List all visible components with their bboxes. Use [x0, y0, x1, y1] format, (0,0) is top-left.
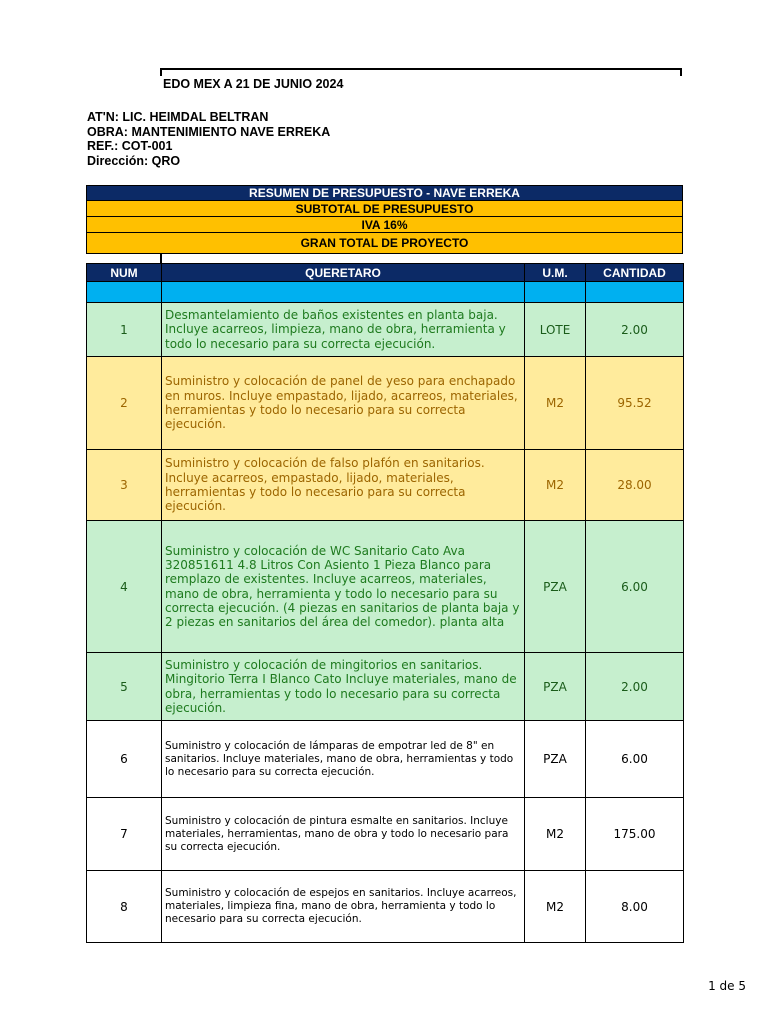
- row-um: PZA: [525, 653, 586, 721]
- table-row: [87, 303, 684, 357]
- row-qty: 8.00: [586, 871, 684, 943]
- row-qty: 6.00: [586, 521, 684, 653]
- row-desc: Suministro y colocación de mingitorios en sanitarios. Mingitorio Terra I Blanco Cato Incluye materiales, mano de obra, herramientas y todo lo necesario para su correcta ejecución.: [162, 653, 525, 721]
- row-num: 3: [87, 450, 162, 521]
- band-cell: [162, 282, 525, 303]
- header-um: U.M.: [525, 264, 586, 282]
- table-row: [87, 871, 684, 943]
- band-cell: [87, 282, 162, 303]
- obra-line: OBRA: MANTENIMIENTO NAVE ERREKA: [87, 124, 331, 139]
- header-num: NUM: [87, 264, 162, 282]
- table-header-row: [87, 264, 684, 282]
- header-qty: CANTIDAD: [586, 264, 684, 282]
- row-qty: 6.00: [586, 721, 684, 798]
- row-num: 8: [87, 871, 162, 943]
- row-um: M2: [525, 357, 586, 450]
- date-line: EDO MEX A 21 DE JUNIO 2024: [163, 77, 344, 91]
- row-desc: Desmantelamiento de baños existentes en planta baja. Incluye acarreos, limpieza, mano de obra, herramienta y todo lo necesario para su correcta ejecución.: [162, 303, 525, 357]
- row-desc: Suministro y colocación de panel de yeso para enchapado en muros. Incluye empastado, lijado, acarreos, materiales, herramientas y todo lo necesario para su correcta ejecución.: [162, 357, 525, 450]
- summary-subtotal: SUBTOTAL DE PRESUPUESTO: [87, 201, 683, 217]
- table-row: [87, 521, 684, 653]
- row-um: PZA: [525, 521, 586, 653]
- row-qty: 28.00: [586, 450, 684, 521]
- row-num: 2: [87, 357, 162, 450]
- row-um: M2: [525, 798, 586, 871]
- row-desc: Suministro y colocación de falso plafón en sanitarios. Incluye acarreos, empastado, lijado, materiales, herramientas y todo lo necesario para su correcta ejecución.: [162, 450, 525, 521]
- row-qty: 2.00: [586, 303, 684, 357]
- row-num: 1: [87, 303, 162, 357]
- row-qty: 95.52: [586, 357, 684, 450]
- row-qty: 2.00: [586, 653, 684, 721]
- row-num: 5: [87, 653, 162, 721]
- row-num: 4: [87, 521, 162, 653]
- header-desc: QUERETARO: [162, 264, 525, 282]
- direccion-line: Dirección: QRO: [87, 153, 181, 168]
- top-border: [160, 68, 682, 76]
- band-cell: [586, 282, 684, 303]
- table-row: [87, 450, 684, 521]
- table-row: [87, 653, 684, 721]
- summary-iva: IVA 16%: [87, 217, 683, 233]
- summary-gran-total: GRAN TOTAL DE PROYECTO: [87, 233, 683, 254]
- summary-title: RESUMEN DE PRESUPUESTO - NAVE ERREKA: [87, 186, 683, 201]
- row-um: M2: [525, 871, 586, 943]
- band-cell: [525, 282, 586, 303]
- row-desc: Suministro y colocación de WC Sanitario Cato Ava 320851611 4.8 Litros Con Asiento 1 Pieza Blanco para remplazo de existentes. Incluye acarreos, materiales, mano de obra, herramienta y todo lo necesario para su correcta ejecución. (4 piezas en sanitarios de planta baja y 2 piezas en sanitarios del área del comedor). planta alta: [162, 521, 525, 653]
- header-block: [87, 110, 330, 168]
- row-qty: 175.00: [586, 798, 684, 871]
- ref-line: REF.: COT-001: [87, 139, 173, 153]
- items-table: [86, 263, 684, 943]
- summary-table: [86, 185, 683, 254]
- row-num: 6: [87, 721, 162, 798]
- table-row: [87, 798, 684, 871]
- page-number: 1 de 5: [708, 979, 746, 993]
- row-um: LOTE: [525, 303, 586, 357]
- row-num: 7: [87, 798, 162, 871]
- section-band-row: [87, 282, 684, 303]
- row-um: M2: [525, 450, 586, 521]
- row-desc: Suministro y colocación de espejos en sanitarios. Incluye acarreos, materiales, limpieza fina, mano de obra, herramienta y todo lo necesario para su correcta ejecución.: [162, 871, 525, 943]
- row-desc: Suministro y colocación de pintura esmalte en sanitarios. Incluye materiales, herramientas, mano de obra y todo lo necesario para su correcta ejecución.: [162, 798, 525, 871]
- row-desc: Suministro y colocación de lámparas de empotrar led de 8" en sanitarios. Incluye materiales, mano de obra, herramientas y todo lo necesario para su correcta ejecución.: [162, 721, 525, 798]
- row-um: PZA: [525, 721, 586, 798]
- table-row: [87, 357, 684, 450]
- table-row: [87, 721, 684, 798]
- attn-line: AT'N: LIC. HEIMDAL BELTRAN: [87, 110, 269, 124]
